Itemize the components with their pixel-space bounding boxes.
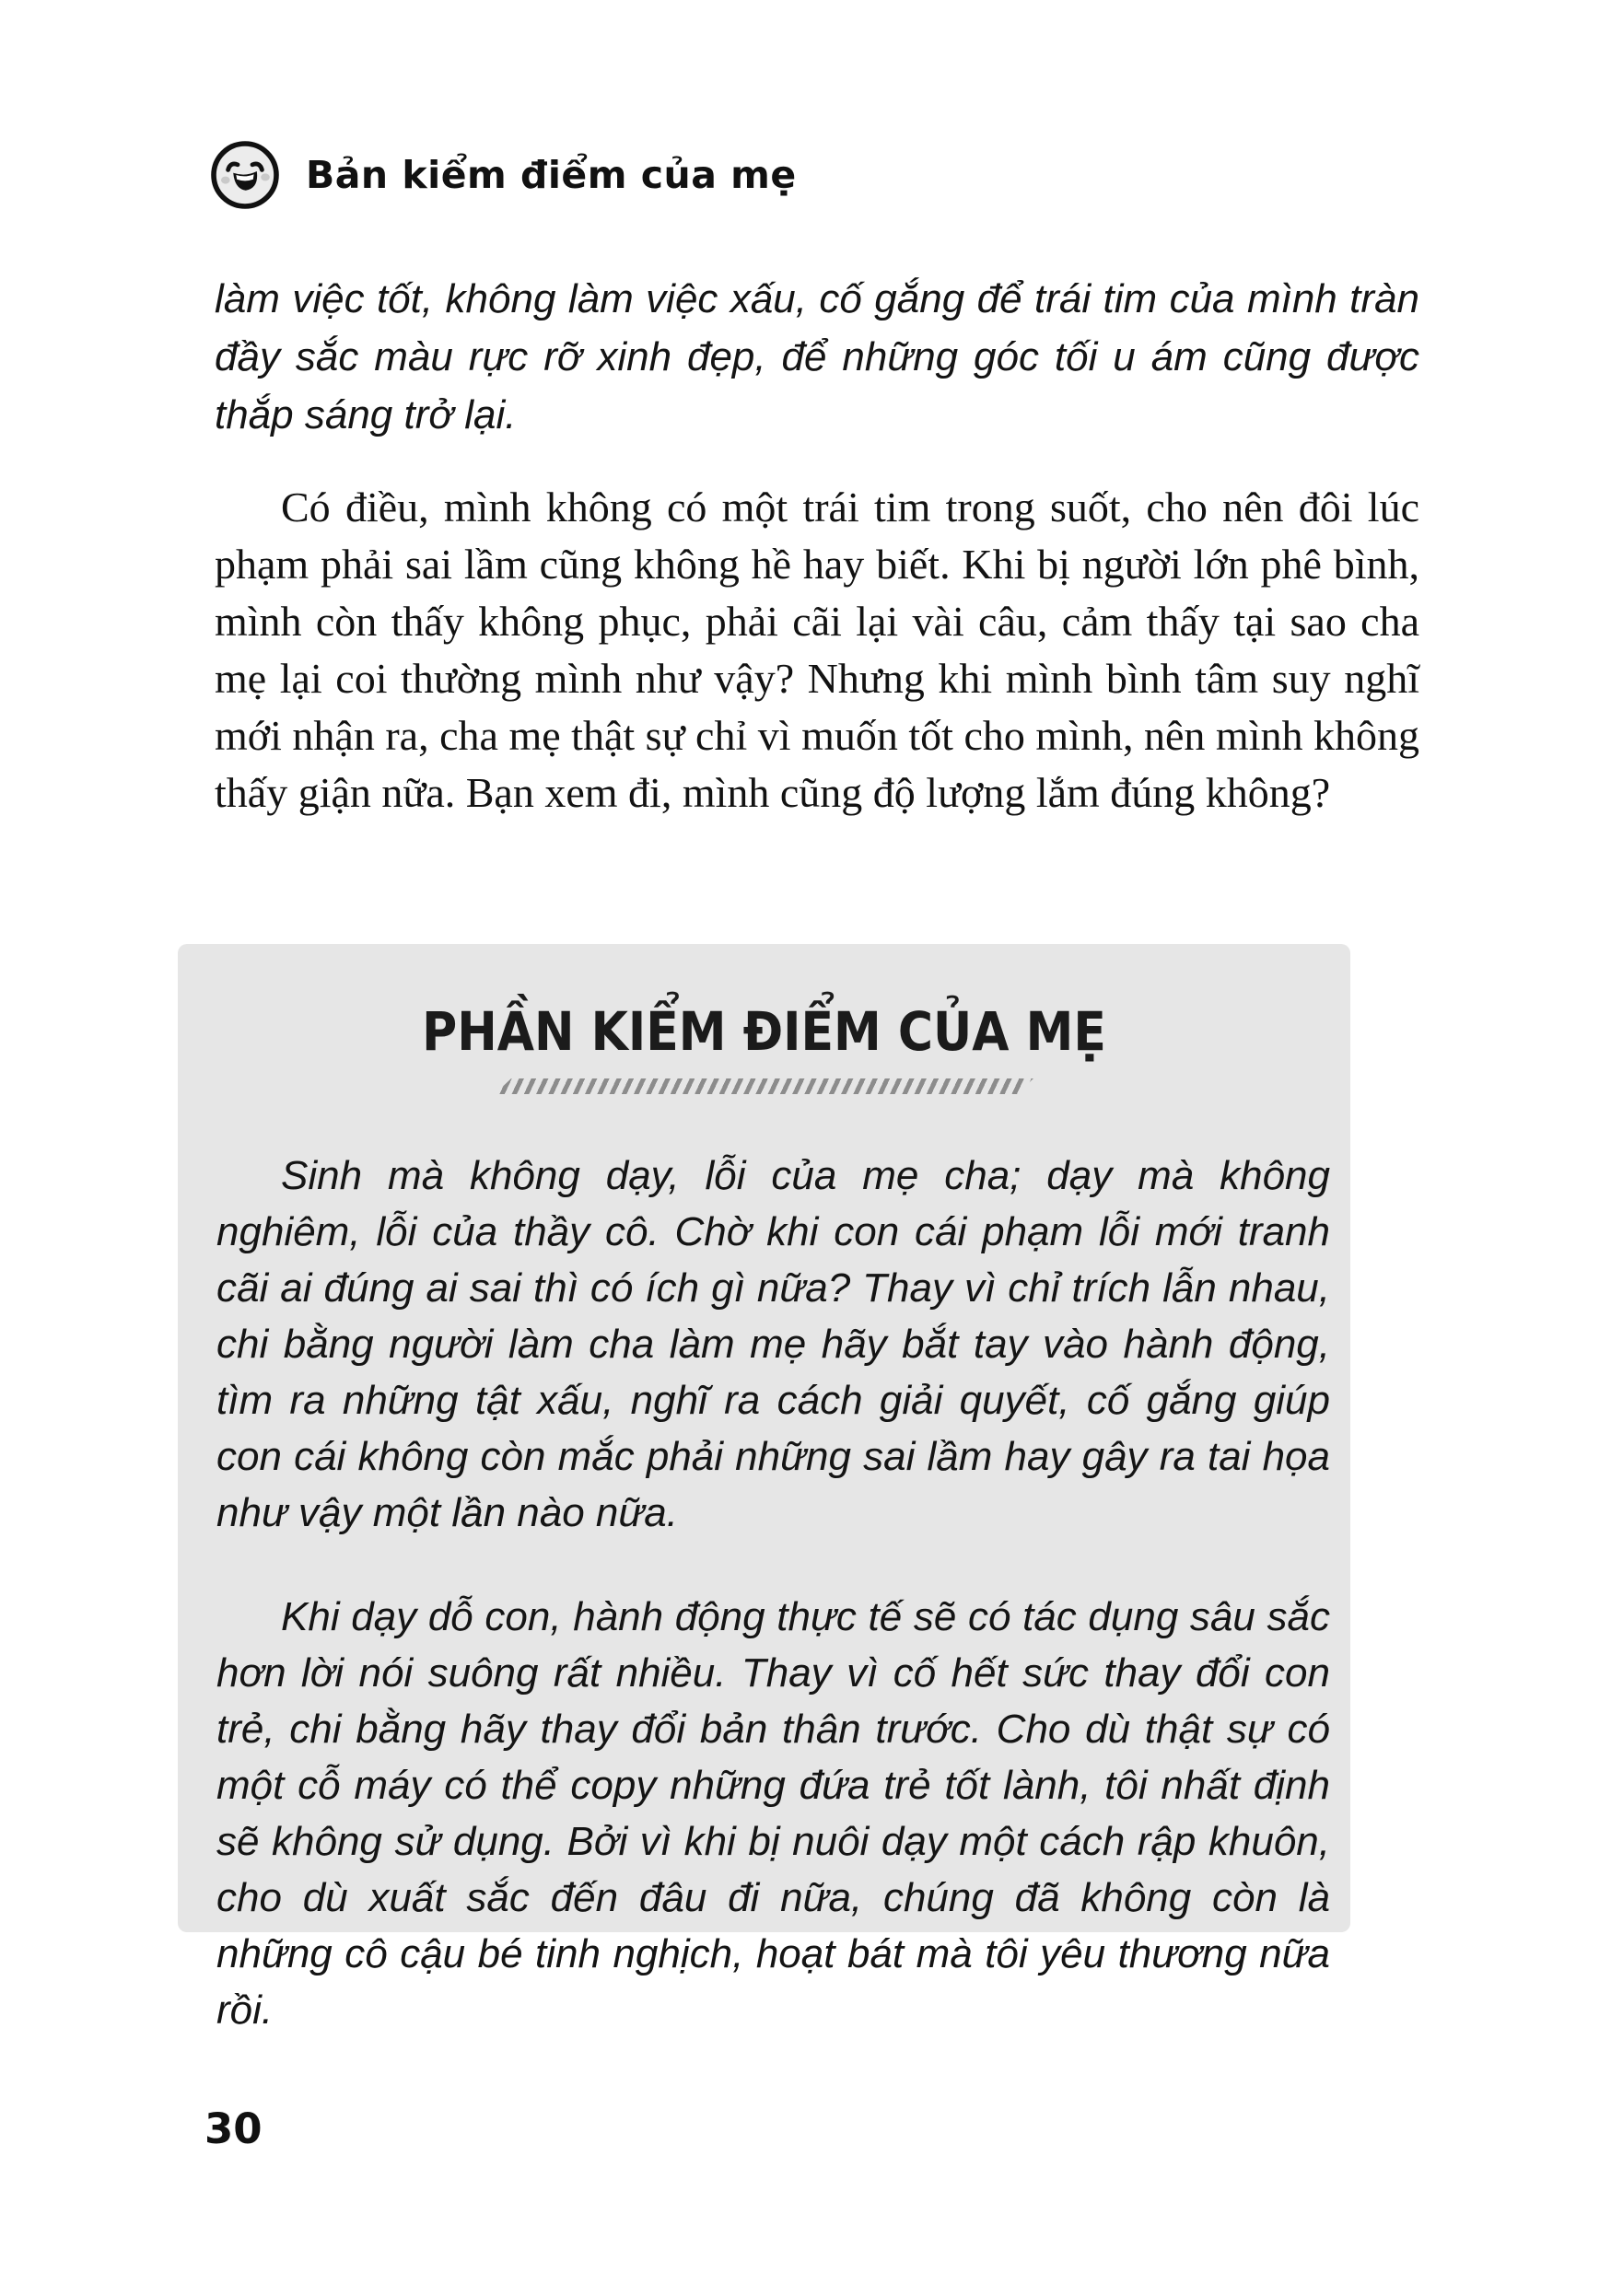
hatch-divider [495, 1078, 1033, 1094]
review-box-heading: PHẦN KIỂM ĐIỂM CỦA MẸ [422, 1001, 1106, 1064]
mother-review-box [178, 944, 1350, 2033]
review-paragraph-1: Sinh mà không dạy, lỗi của mẹ cha; dạy mà không nghiêm, lỗi của thầy cô. Chờ khi con cái phạm lỗi mới tranh cãi ai đúng ai sai thì có ích gì nữa? Thay vì chỉ trích lẫn nhau, chi bằng người làm cha làm mẹ hãy bắt tay vào hành động, tìm ra những tật xấu, nghĩ ra cách giải quyết, cố gắng giúp con cái không còn mắc phải những sai lầm hay gây ra tai họa như vậy một lần nào nữa. [216, 1153, 1330, 1535]
page-number: 30 [204, 2104, 263, 2153]
body-paragraph: Có điều, mình không có một trái tim trong suốt, cho nên đôi lúc phạm phải sai lầm cũng không hề hay biết. Khi bị người lớn phê bình, mình còn thấy không phục, phải cãi lại vài câu, cảm thấy tại sao cha mẹ lại coi thường mình như vậy? Nhưng khi mình bình tâm suy nghĩ mới nhận ra, cha mẹ thật sự chỉ vì muốn tốt cho mình, nên mình không thấy giận nữa. Bạn xem đi, mình cũng độ lượng lắm đúng không? [215, 484, 1419, 816]
smiley-face-icon [208, 138, 282, 212]
chapter-header [208, 138, 797, 212]
review-paragraph-2: Khi dạy dỗ con, hành động thực tế sẽ có tác dụng sâu sắc hơn lời nói suông rất nhiều. Thay vì cố hết sức thay đổi con trẻ, chi bằng hãy thay đổi bản thân trước. Cho dù thật sự có một cỗ máy có thể copy những đứa trẻ tốt lành, tôi nhất định sẽ không sử dụng. Bởi vì khi bị nuôi dạy một cách rập khuôn, cho dù xuất sắc đến đâu đi nữa, chúng đã không còn là những cô cậu bé tinh nghịch, hoạt bát mà tôi yêu thương nữa rồi. [216, 1594, 1330, 2033]
intro-paragraph: làm việc tốt, không làm việc xấu, cố gắng để trái tim của mình tràn đầy sắc màu rực rỡ xinh đẹp, để những góc tối u ám cũng được thắp sáng trở lại. [215, 276, 1419, 437]
chapter-title: Bản kiểm điểm của mẹ [306, 153, 797, 197]
